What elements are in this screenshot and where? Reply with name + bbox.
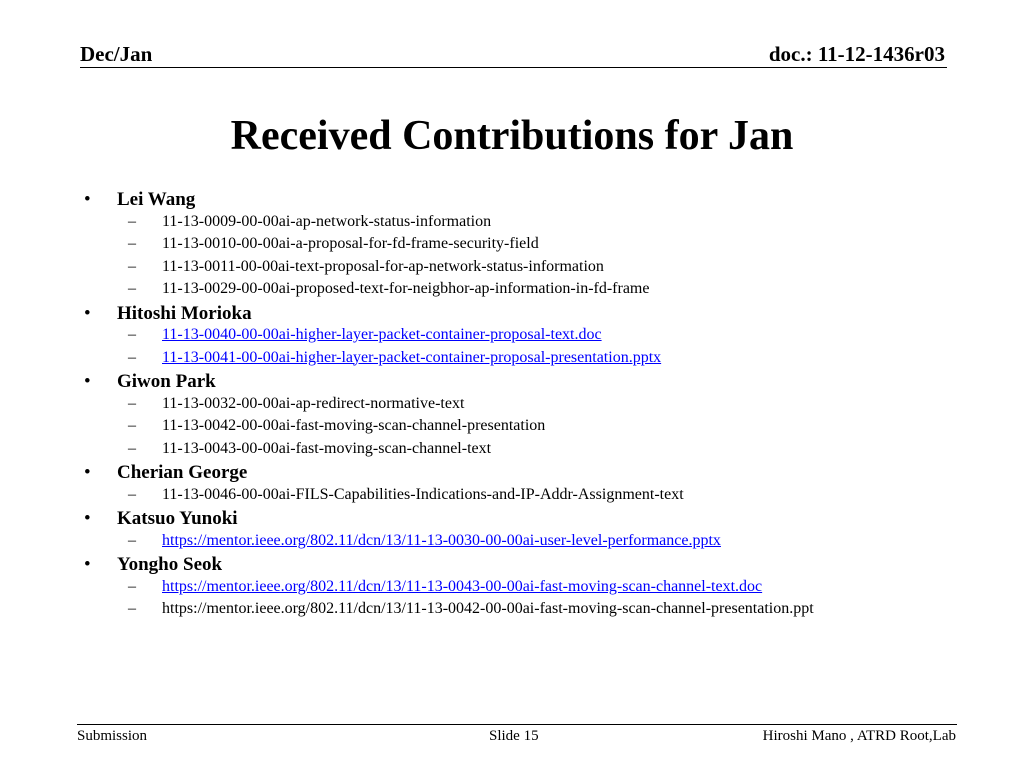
contribution-item: [84, 394, 964, 417]
dash-icon: –: [128, 600, 136, 617]
contribution-link[interactable]: 11-13-0041-00-00ai-higher-layer-packet-container-proposal-presentation.pptx: [162, 348, 662, 366]
contribution-item: [84, 416, 964, 439]
contributions-list: [84, 188, 964, 622]
contribution-link[interactable]: https://mentor.ieee.org/802.11/dcn/13/11-13-0030-00-00ai-user-level-performance.pptx: [162, 531, 721, 549]
author-bullet: [84, 302, 964, 326]
dash-icon: –: [128, 348, 136, 366]
author-bullet: [84, 507, 964, 531]
author-bullet: [84, 553, 964, 577]
author-bullet: [84, 370, 964, 394]
contribution-link[interactable]: 11-13-0040-00-00ai-higher-layer-packet-container-proposal-text.doc: [162, 326, 602, 343]
footer-author: Hiroshi Mano , ATRD Root,Lab: [762, 728, 956, 744]
dash-icon: –: [128, 212, 136, 230]
contribution-item: [84, 348, 964, 371]
dash-icon: –: [128, 257, 136, 275]
contribution-text: 11-13-0009-00-00ai-ap-network-status-information: [162, 212, 492, 230]
bullet-icon: •: [84, 302, 91, 324]
contribution-link[interactable]: https://mentor.ieee.org/802.11/dcn/13/11-13-0043-00-00ai-fast-moving-scan-channel-text.doc: [162, 577, 763, 595]
header-doc-number: doc.: 11-12-1436r03: [768, 42, 945, 66]
contribution-item: [84, 599, 964, 622]
footer-submission: Submission: [77, 728, 148, 744]
dash-icon: –: [128, 326, 136, 343]
slide-title: Received Contributions for Jan: [230, 113, 794, 159]
contribution-item: [84, 439, 964, 462]
contribution-text: 11-13-0011-00-00ai-text-proposal-for-ap-network-status-information: [162, 257, 604, 275]
bullet-icon: •: [84, 508, 91, 529]
author-name: Lei Wang: [117, 189, 196, 210]
author-name: Katsuo Yunoki: [117, 508, 238, 529]
header-date: Dec/Jan: [80, 42, 153, 66]
contribution-text: 11-13-0042-00-00ai-fast-moving-scan-channel-presentation: [162, 417, 546, 434]
contribution-text: 11-13-0043-00-00ai-fast-moving-scan-channel-text: [162, 439, 492, 457]
contribution-item: [84, 577, 964, 600]
contribution-item: [84, 325, 964, 348]
dash-icon: –: [128, 485, 136, 503]
contribution-text: 11-13-0010-00-00ai-a-proposal-for-fd-frame-security-field: [162, 235, 539, 252]
author-bullet: [84, 188, 964, 212]
contribution-item: [84, 257, 964, 280]
footer-slide-number: Slide 15: [489, 728, 539, 744]
bullet-icon: •: [84, 189, 91, 210]
author-bullet: [84, 461, 964, 485]
dash-icon: –: [128, 439, 136, 457]
author-name: Yongho Seok: [117, 554, 223, 575]
contribution-item: [84, 531, 964, 554]
contribution-text: 11-13-0032-00-00ai-ap-redirect-normative-text: [162, 394, 465, 412]
dash-icon: –: [128, 280, 136, 297]
author-name: Cherian George: [117, 462, 248, 483]
contribution-text: 11-13-0046-00-00ai-FILS-Capabilities-Indications-and-IP-Addr-Assignment-text: [162, 485, 684, 503]
contribution-text: https://mentor.ieee.org/802.11/dcn/13/11-13-0042-00-00ai-fast-moving-scan-channel-presentation.ppt: [162, 600, 814, 617]
dash-icon: –: [128, 577, 136, 595]
contribution-item: [84, 212, 964, 235]
contribution-item: [84, 279, 964, 302]
author-name: Hitoshi Morioka: [117, 302, 252, 324]
contribution-text: 11-13-0029-00-00ai-proposed-text-for-neigbhor-ap-information-in-fd-frame: [162, 280, 650, 297]
bullet-icon: •: [84, 371, 91, 392]
bullet-icon: •: [84, 462, 91, 483]
bullet-icon: •: [84, 554, 91, 575]
dash-icon: –: [128, 394, 136, 412]
contribution-item: [84, 234, 964, 257]
dash-icon: –: [128, 417, 136, 434]
author-name: Giwon Park: [117, 371, 216, 392]
contribution-item: [84, 485, 964, 508]
dash-icon: –: [128, 531, 136, 549]
footer-divider: [77, 724, 957, 725]
header-divider: [80, 67, 947, 68]
dash-icon: –: [128, 235, 136, 252]
